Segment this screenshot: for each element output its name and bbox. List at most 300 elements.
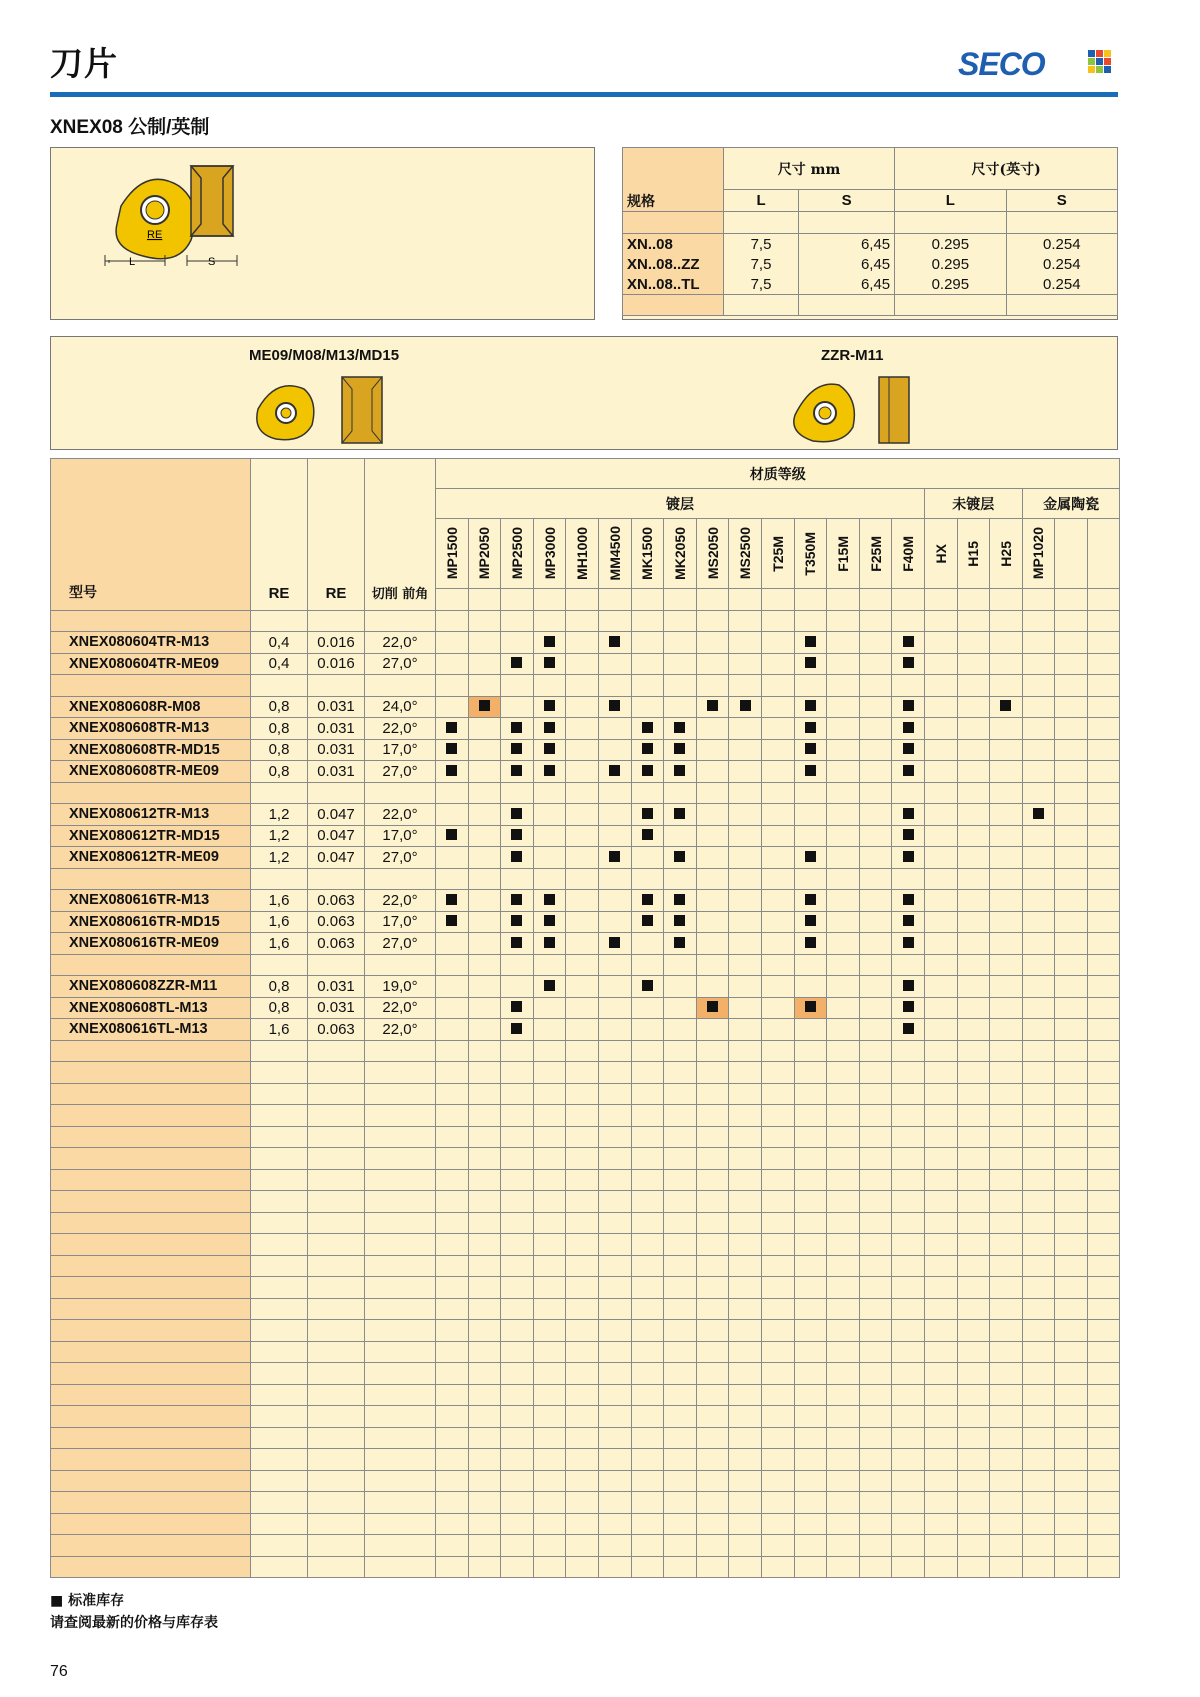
dim-group-inch: 尺寸(英寸): [895, 148, 1118, 190]
empty-cell: [1022, 1126, 1055, 1148]
empty-cell: [1087, 519, 1120, 589]
empty-cell: [631, 1212, 664, 1234]
empty-cell: [566, 1126, 599, 1148]
empty-cell: [533, 782, 566, 804]
re-in-cell: 0.031: [308, 718, 365, 740]
grade-cell: [664, 976, 697, 998]
grade-cell: [566, 847, 599, 869]
empty-cell: [696, 1341, 729, 1363]
blank-row: [51, 1234, 1120, 1256]
empty-cell: [957, 1191, 990, 1213]
grade-col-header: [794, 519, 827, 589]
grade-cell: [729, 804, 762, 826]
empty-cell: [957, 1234, 990, 1256]
grade-cell: [827, 718, 860, 740]
empty-cell: [365, 1083, 436, 1105]
empty-cell: [1055, 1212, 1088, 1234]
empty-model-cell: [51, 675, 251, 697]
empty-cell: [501, 675, 534, 697]
grade-cell: [990, 804, 1023, 826]
dim-s-mm: 6,45: [799, 234, 895, 255]
re-mm-cell: 1,2: [251, 804, 308, 826]
empty-cell: [957, 954, 990, 976]
empty-cell: [566, 1169, 599, 1191]
stock-mark-icon: [805, 915, 816, 926]
stock-mark-icon: [1033, 808, 1044, 819]
empty-cell: [859, 868, 892, 890]
grade-cell: [631, 653, 664, 675]
empty-cell: [365, 1169, 436, 1191]
blank-row: [51, 1126, 1120, 1148]
empty-cell: [365, 1062, 436, 1084]
grade-cell: [1087, 804, 1120, 826]
empty-cell: [308, 1556, 365, 1578]
empty-model-cell: [51, 1513, 251, 1535]
empty-cell: [501, 1234, 534, 1256]
grade-cell: [827, 1019, 860, 1041]
grade-cell: [533, 1019, 566, 1041]
angle-cell: 19,0°: [365, 976, 436, 998]
empty-cell: [664, 675, 697, 697]
empty-cell: [598, 1384, 631, 1406]
empty-cell: [1087, 1040, 1120, 1062]
grade-cell: [598, 933, 631, 955]
empty-cell: [859, 1535, 892, 1557]
empty-cell: [957, 1470, 990, 1492]
grade-cell: [1087, 761, 1120, 783]
stock-mark-icon: [511, 808, 522, 819]
empty-cell: [566, 1148, 599, 1170]
empty-cell: [957, 1535, 990, 1557]
grade-cell: [598, 911, 631, 933]
empty-cell: [1087, 1320, 1120, 1342]
dim-col-spec: 规格: [623, 148, 724, 212]
empty-cell: [924, 1040, 957, 1062]
empty-cell: [251, 782, 308, 804]
empty-cell: [794, 1191, 827, 1213]
grade-cell: [957, 718, 990, 740]
grade-table-row: [51, 933, 1120, 955]
empty-cell: [924, 1234, 957, 1256]
empty-cell: [468, 1212, 501, 1234]
empty-cell: [761, 1277, 794, 1299]
grade-table-row: [51, 632, 1120, 654]
grade-col-header: [761, 519, 794, 589]
empty-cell: [308, 1492, 365, 1514]
empty-cell: [436, 1126, 469, 1148]
empty-cell: [251, 1492, 308, 1514]
empty-cell: [533, 1169, 566, 1191]
grade-cell: [566, 739, 599, 761]
grade-cell: [501, 761, 534, 783]
empty-cell: [990, 610, 1023, 632]
empty-cell: [729, 1470, 762, 1492]
empty-cell: [251, 1535, 308, 1557]
stock-mark-icon: [674, 743, 685, 754]
empty-cell: [794, 1384, 827, 1406]
empty-cell: [696, 1320, 729, 1342]
grade-cell: [696, 1019, 729, 1041]
empty-cell: [664, 782, 697, 804]
empty-cell: [761, 1492, 794, 1514]
model-cell: XNEX080608ZZR-M11: [51, 976, 251, 998]
empty-cell: [598, 1535, 631, 1557]
grade-cell: [1022, 632, 1055, 654]
empty-cell: [308, 1169, 365, 1191]
empty-cell: [794, 1277, 827, 1299]
empty-cell: [924, 1449, 957, 1471]
grade-cell: [436, 976, 469, 998]
empty-cell: [365, 954, 436, 976]
empty-cell: [365, 1148, 436, 1170]
empty-cell: [598, 1126, 631, 1148]
empty-cell: [1055, 1449, 1088, 1471]
stock-mark-icon: [544, 636, 555, 647]
insert-geometry-me09-image: [246, 375, 446, 447]
angle-cell: 22,0°: [365, 804, 436, 826]
grade-cell: [468, 718, 501, 740]
model-cell: XNEX080616TL-M13: [51, 1019, 251, 1041]
empty-cell: [533, 675, 566, 697]
grade-cell: [827, 696, 860, 718]
empty-cell: [892, 589, 925, 611]
grade-cell: [696, 825, 729, 847]
stock-mark-icon: [544, 980, 555, 991]
model-cell: XNEX080616TR-ME09: [51, 933, 251, 955]
geometry-right-label: ZZR-M11: [821, 347, 884, 364]
grade-cell: [827, 911, 860, 933]
dim-col-s-mm: S: [799, 190, 895, 212]
empty-cell: [696, 1277, 729, 1299]
empty-cell: [1055, 1062, 1088, 1084]
empty-cell: [251, 675, 308, 697]
empty-cell: [533, 1083, 566, 1105]
grade-cell: [1055, 718, 1088, 740]
empty-cell: [827, 782, 860, 804]
empty-cell: [729, 1148, 762, 1170]
grade-col-header: [631, 519, 664, 589]
re-mm-cell: 0,8: [251, 696, 308, 718]
empty-cell: [501, 1341, 534, 1363]
stock-mark-icon: [609, 937, 620, 948]
grade-cell: [729, 632, 762, 654]
empty-cell: [729, 1191, 762, 1213]
empty-cell: [761, 1083, 794, 1105]
empty-cell: [696, 1234, 729, 1256]
empty-cell: [990, 1169, 1023, 1191]
grade-cell: [501, 997, 534, 1019]
empty-cell: [533, 954, 566, 976]
empty-cell: [729, 1556, 762, 1578]
empty-cell: [468, 1363, 501, 1385]
empty-cell: [990, 1492, 1023, 1514]
empty-cell: [827, 675, 860, 697]
empty-cell: [892, 1341, 925, 1363]
empty-cell: [664, 1406, 697, 1428]
empty-cell: [827, 589, 860, 611]
grade-cell: [729, 696, 762, 718]
grade-cell: [761, 976, 794, 998]
dim-row: [623, 234, 1118, 255]
stock-mark-icon: [903, 657, 914, 668]
grade-cell: [892, 890, 925, 912]
empty-cell: [794, 675, 827, 697]
grade-cell: [1055, 911, 1088, 933]
grade-cell: [598, 1019, 631, 1041]
stock-mark-icon: [903, 722, 914, 733]
empty-cell: [827, 610, 860, 632]
empty-cell: [501, 1126, 534, 1148]
grade-cell: [794, 653, 827, 675]
empty-cell: [598, 1234, 631, 1256]
empty-cell: [957, 782, 990, 804]
empty-cell: [1087, 1363, 1120, 1385]
empty-cell: [1022, 1298, 1055, 1320]
empty-cell: [1022, 1169, 1055, 1191]
empty-cell: [1055, 868, 1088, 890]
grade-cell: [924, 653, 957, 675]
angle-cell: 27,0°: [365, 933, 436, 955]
empty-cell: [308, 1449, 365, 1471]
empty-cell: [794, 782, 827, 804]
empty-cell: [761, 1169, 794, 1191]
stock-mark-icon: [446, 743, 457, 754]
dim-row: [623, 254, 1118, 274]
empty-cell: [1055, 1169, 1088, 1191]
grade-table-row: [51, 696, 1120, 718]
grade-cell: [501, 825, 534, 847]
grade-cell: [1087, 653, 1120, 675]
grade-cell: [1055, 997, 1088, 1019]
grade-cell: [598, 804, 631, 826]
empty-cell: [729, 954, 762, 976]
grade-col-header: [892, 519, 925, 589]
empty-cell: [501, 610, 534, 632]
empty-cell: [664, 1169, 697, 1191]
empty-cell: [1055, 954, 1088, 976]
empty-model-cell: [51, 1191, 251, 1213]
insert-drawing-panel: [50, 147, 595, 320]
grade-cell: [957, 739, 990, 761]
empty-cell: [566, 610, 599, 632]
empty-cell: [468, 1298, 501, 1320]
empty-cell: [631, 1513, 664, 1535]
dim-l-in: 0.295: [895, 234, 1006, 255]
empty-cell: [365, 1212, 436, 1234]
grade-cell: [990, 696, 1023, 718]
empty-cell: [598, 589, 631, 611]
empty-cell: [924, 1191, 957, 1213]
empty-cell: [1022, 1191, 1055, 1213]
empty-cell: [827, 1384, 860, 1406]
stock-mark-icon: [544, 722, 555, 733]
empty-cell: [827, 1277, 860, 1299]
empty-cell: [566, 1255, 599, 1277]
empty-cell: [1087, 782, 1120, 804]
empty-cell: [1022, 1255, 1055, 1277]
empty-cell: [859, 589, 892, 611]
empty-cell: [533, 1363, 566, 1385]
empty-cell: [365, 1406, 436, 1428]
empty-cell: [664, 1384, 697, 1406]
grade-col-header: [598, 519, 631, 589]
grade-cell: [1022, 653, 1055, 675]
grade-cell: [631, 976, 664, 998]
grade-cell: [533, 696, 566, 718]
empty-cell: [308, 1277, 365, 1299]
grade-cell: [957, 933, 990, 955]
empty-cell: [365, 1556, 436, 1578]
grade-cell: [892, 718, 925, 740]
empty-cell: [631, 1191, 664, 1213]
empty-cell: [365, 610, 436, 632]
grade-cell: [566, 890, 599, 912]
empty-cell: [436, 1470, 469, 1492]
grade-cell: [631, 847, 664, 869]
empty-cell: [566, 954, 599, 976]
empty-cell: [1022, 782, 1055, 804]
empty-cell: [990, 782, 1023, 804]
empty-cell: [729, 1384, 762, 1406]
grade-cell: [436, 933, 469, 955]
empty-cell: [990, 1083, 1023, 1105]
empty-cell: [696, 1535, 729, 1557]
empty-cell: [664, 1105, 697, 1127]
grade-cell: [1055, 825, 1088, 847]
stock-mark-icon: [903, 894, 914, 905]
grade-cell: [598, 761, 631, 783]
grade-cell: [566, 632, 599, 654]
insert-geometry-zzr-image: [787, 375, 927, 447]
grade-cell: [436, 997, 469, 1019]
empty-cell: [827, 1470, 860, 1492]
empty-cell: [631, 610, 664, 632]
grade-cell: [924, 761, 957, 783]
empty-cell: [468, 1320, 501, 1342]
grade-cell: [468, 911, 501, 933]
dim-l-mm: 7,5: [724, 234, 799, 255]
grade-cell: [468, 653, 501, 675]
angle-cell: 17,0°: [365, 739, 436, 761]
geometry-panel: [50, 336, 1118, 450]
grade-cell: [957, 696, 990, 718]
stock-mark-icon: [642, 722, 653, 733]
empty-cell: [436, 1341, 469, 1363]
model-cell: XNEX080612TR-ME09: [51, 847, 251, 869]
empty-cell: [892, 1449, 925, 1471]
empty-cell: [729, 1406, 762, 1428]
empty-cell: [729, 1492, 762, 1514]
empty-cell: [827, 1427, 860, 1449]
grade-cell: [696, 761, 729, 783]
empty-cell: [892, 782, 925, 804]
empty-cell: [924, 1255, 957, 1277]
stock-mark-icon: [609, 700, 620, 711]
grade-col-label: MS2500: [737, 527, 754, 580]
empty-cell: [1087, 1427, 1120, 1449]
empty-cell: [1022, 1492, 1055, 1514]
empty-cell: [696, 1427, 729, 1449]
empty-cell: [1055, 610, 1088, 632]
grade-cell: [794, 761, 827, 783]
empty-cell: [1022, 1148, 1055, 1170]
empty-cell: [794, 868, 827, 890]
empty-cell: [957, 1126, 990, 1148]
empty-cell: [794, 1427, 827, 1449]
stock-mark-icon: [903, 980, 914, 991]
grade-col-label: F15M: [834, 535, 851, 572]
empty-cell: [957, 1427, 990, 1449]
empty-cell: [468, 1126, 501, 1148]
empty-cell: [827, 954, 860, 976]
empty-cell: [436, 610, 469, 632]
empty-cell: [251, 1212, 308, 1234]
empty-cell: [859, 1191, 892, 1213]
empty-cell: [1087, 1212, 1120, 1234]
blank-row: [51, 610, 1120, 632]
empty-cell: [1055, 519, 1088, 589]
empty-cell: [251, 1105, 308, 1127]
grade-cell: [566, 761, 599, 783]
grade-cell: [1087, 997, 1120, 1019]
empty-cell: [761, 675, 794, 697]
grade-cell: [468, 997, 501, 1019]
grade-col-label: MH1000: [574, 527, 591, 580]
empty-cell: [664, 1363, 697, 1385]
stock-mark-icon: [446, 722, 457, 733]
geometry-left-label: ME09/M08/M13/MD15: [249, 347, 400, 364]
grade-cell: [664, 804, 697, 826]
empty-cell: [761, 1126, 794, 1148]
empty-cell: [251, 1255, 308, 1277]
empty-cell: [761, 1535, 794, 1557]
stock-mark-icon: [511, 1023, 522, 1034]
grade-cell: [533, 976, 566, 998]
grade-col-header: [501, 519, 534, 589]
empty-cell: [308, 1083, 365, 1105]
empty-model-cell: [51, 1492, 251, 1514]
grade-cell: [794, 890, 827, 912]
grade-cell: [696, 997, 729, 1019]
grade-cell: [664, 933, 697, 955]
grade-cell: [1055, 804, 1088, 826]
blank-row: [51, 675, 1120, 697]
empty-cell: [308, 868, 365, 890]
grade-cell: [631, 825, 664, 847]
empty-cell: [924, 1427, 957, 1449]
empty-cell: [501, 1363, 534, 1385]
angle-cell: 27,0°: [365, 847, 436, 869]
stock-mark-icon: [544, 743, 555, 754]
grade-cell: [990, 825, 1023, 847]
empty-cell: [859, 1062, 892, 1084]
empty-cell: [794, 1556, 827, 1578]
empty-cell: [251, 1406, 308, 1428]
grade-cell: [827, 632, 860, 654]
stock-mark-icon: [511, 829, 522, 840]
grade-cell: [761, 911, 794, 933]
grade-cell: [696, 718, 729, 740]
empty-cell: [1022, 1105, 1055, 1127]
empty-cell: [501, 1040, 534, 1062]
empty-cell: [1055, 589, 1088, 611]
grade-cell: [1055, 976, 1088, 998]
empty-cell: [957, 1212, 990, 1234]
blank-row: [51, 1535, 1120, 1557]
empty-cell: [631, 589, 664, 611]
re-in-cell: 0.031: [308, 696, 365, 718]
empty-cell: [251, 1083, 308, 1105]
